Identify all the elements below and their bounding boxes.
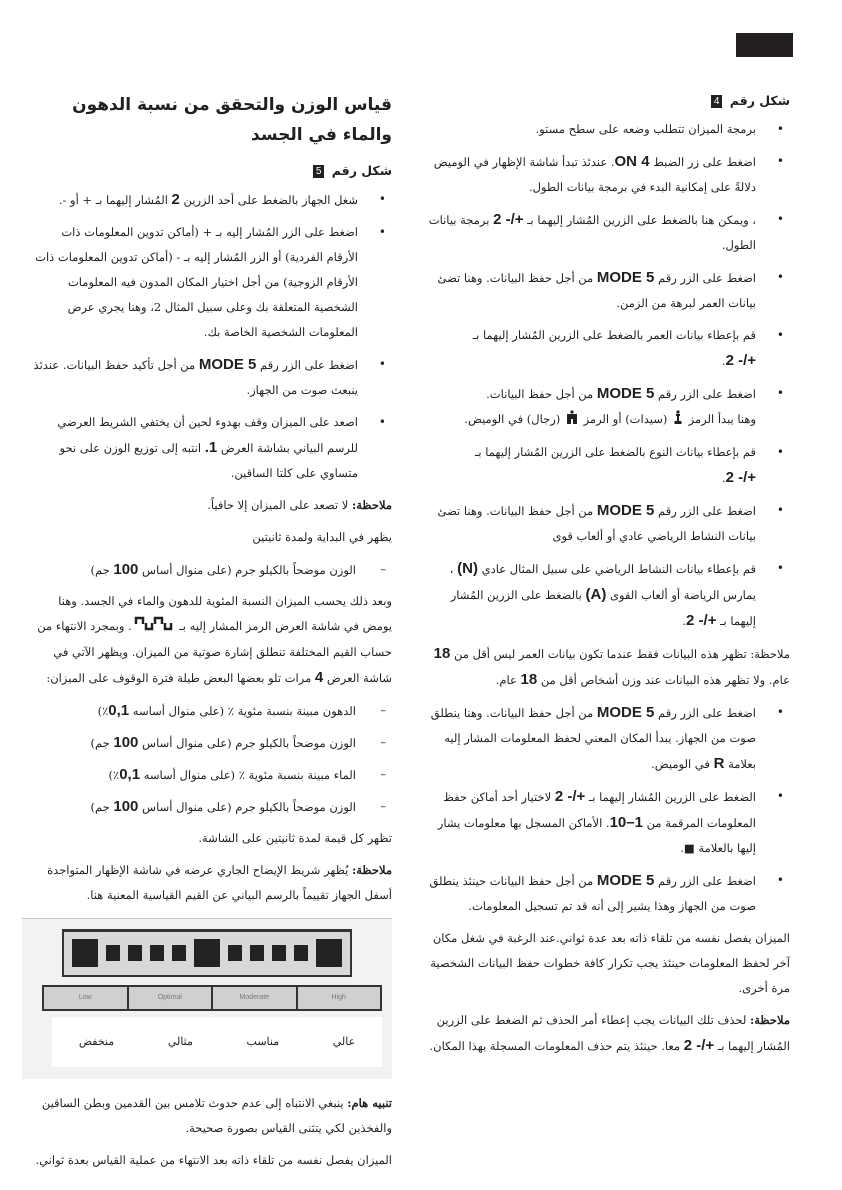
intro-two-seconds: يظهر في البداية ولمدة ثانيتين	[252, 530, 392, 544]
label-low-ar: منخفض	[78, 1035, 115, 1048]
display-segment	[172, 945, 186, 961]
list-item: – الدهون مبينة بنسبة مئوية ٪ (على منوال أساسه 0,1٪)	[30, 698, 392, 724]
button-ref-on: 4 ON	[614, 153, 650, 170]
page-tab-marker	[736, 33, 793, 57]
display-segment	[128, 945, 142, 961]
button-ref-plusminus: +/- 2	[725, 468, 756, 486]
label-low-en: Low	[44, 987, 129, 1009]
warning-paragraph: تنبيه هام: ينبغي الانتباه إلى عدم حدوث تلامس بين القدمين وبطن الساقين والفخذين لكي يتثنى القياس بصورة صحيحة.	[41, 1095, 392, 1135]
list-item: • ، ويمكن هنا بالضغط على الزرين المُشار إليهما بـ +/- 2 برمجة بيانات الطول.	[425, 207, 790, 258]
button-ref-plusminus: +/- 2	[683, 1036, 715, 1054]
figure-number-badge: 5	[313, 165, 325, 178]
label-high-ar: عالي	[332, 1035, 356, 1048]
button-ref-plusminus: +/- 2	[725, 352, 756, 369]
label-optimal-ar: مثالي	[167, 1035, 193, 1048]
left-column	[30, 90, 392, 1180]
figure-number-badge: 4	[711, 95, 723, 108]
right-column	[425, 88, 790, 1066]
button-ref-plusminus: +/- 2	[493, 211, 524, 228]
calculation-paragraph: وبعد ذلك يحسب الميزان النسبة المئوية للدهون والماء في الجسد. وهنا يومض في شاشة العرض الرمز المشار إليه بـ . وبمجرد الانتهاء من حساب القيم المختلفة تنطلق إشارة صوتية من الميزان. ويظهر الآتي في شاشة العرض 4 مرات تلو بعضها البعض طيلة فترة الوقوف على الميزان:	[37, 594, 392, 686]
display-segment	[228, 945, 242, 961]
male-symbol-icon	[566, 408, 578, 433]
note-delete: ملاحظة: لحذف تلك البيانات يجب إعطاء أمر الحذف ثم الضغط على الزرين المُشار إليهما بـ +/- 2 معا. حينئذ يتم حذف المعلومات المسجلة بهذا المكان.	[429, 1012, 790, 1054]
setup-steps-list	[425, 117, 790, 634]
list-item: • قم بإعطاء بيانات النشاط الرياضي على سبيل المثال عادي (N) ، يمارس الرياضة أو ألعاب القوى (A) بالضغط على الزرين المُشار إليهما بـ +/- 2.	[425, 556, 790, 634]
measure-steps-list	[30, 187, 392, 486]
cycle-display-list	[30, 698, 392, 820]
list-item: • شغل الجهاز بالضغط على أحد الزرين 2 المُشار إليهما بـ + أو -.	[30, 187, 392, 213]
note-age: ملاحظة: تظهر هذه البيانات فقط عندما تكون بيانات العمر ليس أقل من 18 عام. ولا تظهر هذه البيانات عند وزن أشخاص أقل من 18 عام.	[433, 644, 790, 688]
list-item: • اضغط على الزر رقم 5 MODE من أجل حفظ البيانات حينئذ ينطلق صوت من الجهاز وهذا يشير إلى أنه قد تم تسجيل المعلومات.	[425, 868, 790, 919]
arabic-label-row	[52, 1017, 382, 1067]
label-optimal-en: Optimal	[129, 987, 214, 1009]
figure-heading-4: شكل رقم 4	[425, 88, 790, 113]
display-segment	[294, 945, 308, 961]
list-item: – الوزن موضحاً بالكيلو جرم (على منوال أساس 100 جم)	[30, 557, 392, 583]
auto-off-paragraph: الميزان يفصل نفسه من تلقاء ذاته بعد عدة ثواني.عند الرغبة في شغل مكان آخر لحفظ المعلومات حينئذ يجب تكرار كافة خطوات حفظ البيانات الشخصية مرة أخرى.	[430, 930, 790, 995]
label-moderate-ar: مناسب	[246, 1035, 280, 1048]
button-ref-mode: 5 MODE	[596, 385, 655, 402]
button-ref-plusminus: +/- 2	[686, 611, 717, 629]
list-item: • اضغط على الزر رقم 5 MODE من أجل حفظ البيانات. وهنا تضئ بيانات النشاط الرياضي عادي أو ألعاب قوى	[425, 498, 790, 549]
list-item: – الوزن موضحاً بالكيلو جرم (على منوال أساس 100 جم)	[30, 730, 392, 756]
button-ref-mode: 5 MODE	[198, 356, 257, 373]
note-bar: ملاحظة: يُظهر شريط الإيضاح الجاري عرضه في شاشة الإظهار المتواجدة أسفل الجهاز تقييماً بالرسم البياني عن القيم القياسية المعنية هنا.	[47, 862, 392, 902]
button-ref-mode: 5 MODE	[596, 501, 655, 519]
list-item: • اضغط على الزر رقم 5 MODE من أجل حفظ البيانات. وهنا ينطلق صوت من الجهاز. يبدأ المكان المعني لحفظ المعلومات المشار إليه بعلامة R في الوميض.	[425, 700, 790, 777]
list-item: • اضغط على الزر رقم 5 MODE من أجل حفظ البيانات. وهنا تضئ بيانات العمر لبرهة من الزمن.	[425, 265, 790, 316]
button-ref-mode: 5 MODE	[596, 703, 655, 721]
display-segment	[72, 939, 98, 967]
list-item: • اضغط على الزر المُشار إليه بـ + (أماكن تدوين المعلومات ذات الأرقام الفردية) أو الزر المُشار إليه بـ - (أماكن تدوين المعلومات ذات الأرقام الزوجية) من أجل اختيار المكان المدون فيه المعلومات الشخصية المتعلقة بك وعلى سبيل المثال 2، وهنا يجري عرض المعلومات الشخصية الخاصة بك.	[30, 220, 392, 345]
list-item: – الوزن موضحاً بالكيلو جرم (على منوال أساس 100 جم)	[30, 794, 392, 820]
list-item: • الضغط على الزرين المُشار إليهما بـ +/- 2 لاختيار أحد أماكن حفظ المعلومات المرقمة من 1–10. الأماكن المسجل بها معلومات يشار إليها بالعلامة ■.	[425, 784, 790, 861]
button-ref-mode: 5 MODE	[596, 269, 655, 286]
display-segment	[150, 945, 164, 961]
list-item: • اضغط على زر الضبط 4 ON. عندئذ تبدأ شاشة الإظهار في الوميض دلالةً على إمكانية البدء في برمجة بيانات الطول.	[425, 149, 790, 200]
segment-bar	[62, 929, 352, 977]
each-value-paragraph: تظهر كل قيمة لمدة ثانيتين على الشاشة.	[198, 830, 392, 845]
female-symbol-icon	[673, 408, 683, 433]
list-item: • اصعد على الميزان وقف بهدوء لحين أن يختفي الشريط العرضي للرسم البياني بشاشة العرض 1. انتبه إلى توزيع الوزن على نحو متساوي على كلتا الساقين.	[30, 410, 392, 486]
first-display-list	[30, 557, 392, 583]
auto-off-paragraph: الميزان يفصل نفسه من تلقاء ذاته بعد الانتهاء من عملية القياس بعدة ثواني.	[35, 1152, 392, 1167]
save-steps-list	[425, 700, 790, 919]
english-label-bar	[42, 985, 382, 1011]
list-item: • قم بإعطاء بيانات النوع بالضغط على الزرين المُشار إليهما بـ +/- 2.	[425, 440, 790, 491]
section-title: قياس الوزن والتحقق من نسبة الدهون والماء في الجسد	[72, 95, 392, 145]
display-segment	[106, 945, 120, 961]
button-ref-plusminus: +/- 2	[554, 787, 586, 805]
display-segment	[250, 945, 264, 961]
label-moderate-en: Moderate	[213, 987, 298, 1009]
list-item: • قم بإعطاء بيانات العمر بالضغط على الزرين المُشار إليهما بـ +/- 2.	[425, 323, 790, 374]
display-segment	[272, 945, 286, 961]
list-item: • اضغط على الزر رقم 5 MODE من أجل تأكيد حفظ البيانات. عندئذ ينبعث صوت من الجهاز.	[30, 352, 392, 403]
label-high-en: High	[331, 993, 346, 1001]
button-ref-mode: 5 MODE	[596, 871, 655, 889]
scale-display-figure	[22, 918, 392, 1079]
list-item: • اضغط على الزر رقم 5 MODE من أجل حفظ البيانات. وهنا يبدأ الرمز (سيدات) أو الرمز (رجال) في الوميض.	[425, 381, 790, 433]
figure-heading-5: شكل رقم 5	[30, 158, 392, 183]
display-segment	[194, 939, 220, 967]
display-segment	[316, 939, 342, 967]
blinking-segments-icon	[134, 615, 174, 640]
note-barefoot: ملاحظة: لا تصعد على الميزان إلا حافياً.	[207, 498, 392, 512]
list-item: • برمجة الميزان تتطلب وضعه على سطح مستو.	[425, 117, 790, 142]
list-item: – الماء مبينة بنسبة مئوية ٪ (على منوال أساسه 0,1٪)	[30, 762, 392, 788]
